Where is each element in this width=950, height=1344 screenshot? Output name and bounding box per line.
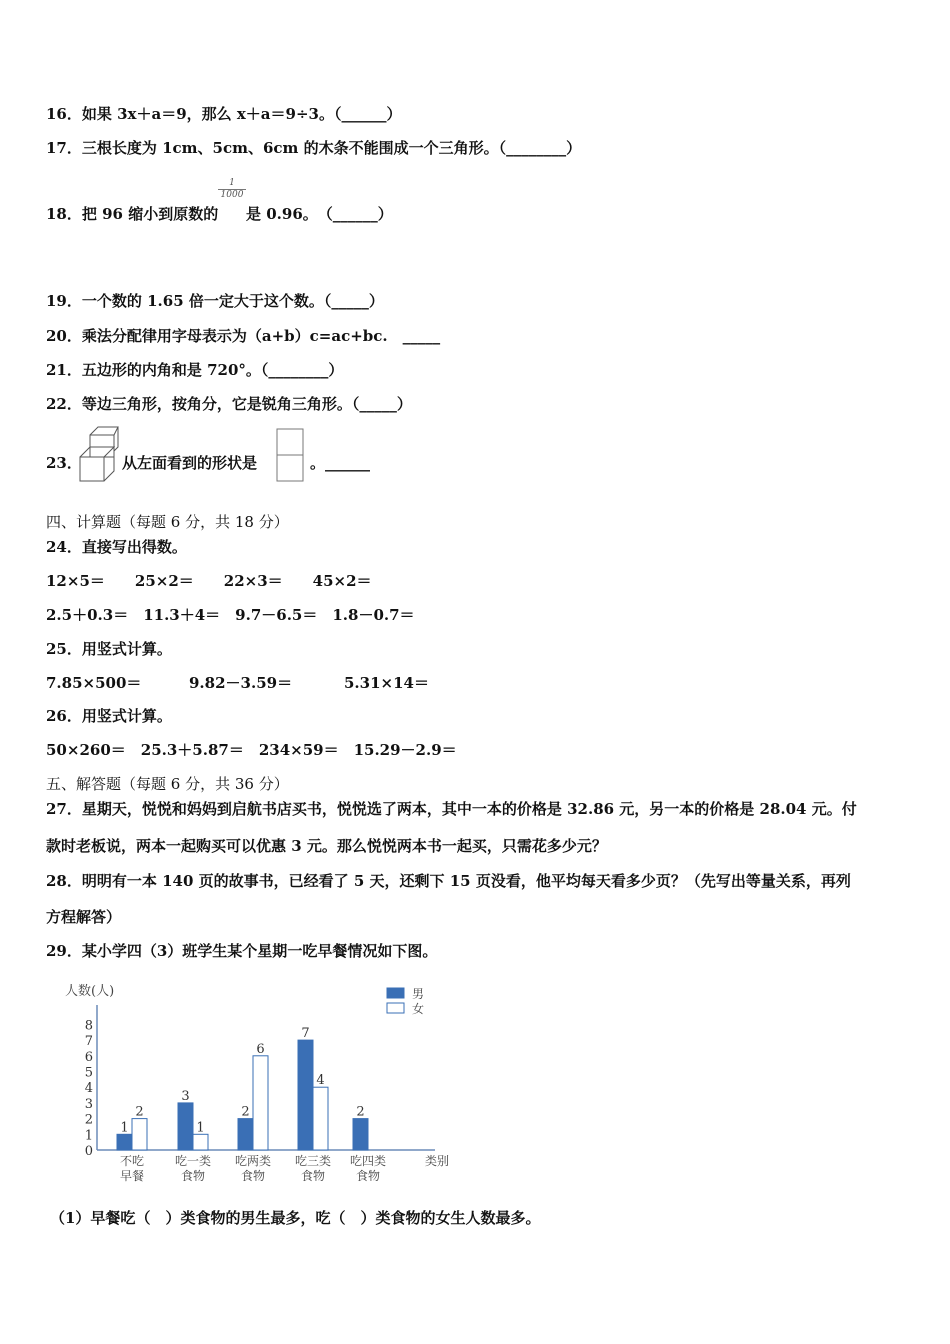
data-label: 2 <box>135 1104 144 1120</box>
question-18-part1: 18．把 96 缩小到原数的 <box>46 205 219 223</box>
fraction-1-1000 <box>218 178 246 201</box>
question-27-line2: 款时老板说，两本一起购买可以优惠 3 元。那么悦悦两本书一起买，只需花多少元？ <box>46 837 607 855</box>
question-26-row: 50×260＝ 25.3＋5.87＝ 234×59＝ 15.29－2.9＝ <box>46 741 457 759</box>
question-24-row1: 12×5＝ 25×2＝ 22×3＝ 45×2＝ <box>46 572 372 590</box>
bar-男 <box>298 1040 313 1150</box>
x-tick-label: 吃三类 <box>294 1154 332 1168</box>
y-tick-label: 2 <box>84 1112 93 1128</box>
question-25-item3: 5.31×14＝ <box>344 674 429 692</box>
question-28-line2: 方程解答） <box>46 908 122 926</box>
bar-女 <box>313 1087 328 1150</box>
question-18-part2: 是 0.96。 （______） <box>246 205 393 223</box>
x-tick-label: 食物 <box>180 1169 206 1183</box>
y-tick-label: 6 <box>84 1049 93 1065</box>
data-label: 1 <box>120 1120 129 1136</box>
data-label: 2 <box>241 1104 250 1120</box>
question-25: 25．用竖式计算。 <box>46 640 172 658</box>
question-29-part1: （1）早餐吃（ ）类食物的男生最多，吃（ ）类食物的女生人数最多。 <box>50 1209 541 1227</box>
bar-男 <box>353 1119 368 1150</box>
y-tick-label: 0 <box>84 1144 93 1159</box>
y-tick-label: 5 <box>84 1065 93 1081</box>
x-tick-label: 吃一类 <box>174 1154 212 1168</box>
bar-女 <box>193 1134 208 1150</box>
y-tick-label: 8 <box>84 1018 93 1034</box>
section-5-heading: 五、解答题（每题 6 分，共 36 分） <box>46 775 289 793</box>
legend-label: 男 <box>412 987 425 1001</box>
y-tick-label: 7 <box>84 1034 93 1050</box>
question-16: 16．如果 3x＋a＝9，那么 x＋a＝9÷3。（______） <box>46 105 402 123</box>
question-23-label: 23． <box>46 454 82 472</box>
x-tick-label: 吃两类 <box>234 1154 272 1168</box>
data-label: 3 <box>181 1088 190 1104</box>
data-label: 6 <box>256 1041 265 1057</box>
legend-swatch <box>387 1003 404 1013</box>
question-27-line1: 27．星期天，悦悦和妈妈到启航书店买书，悦悦选了两本，其中一本的价格是 32.86 元，另一本的价格是 28.04 元。付 <box>46 800 857 818</box>
x-axis-label: 类别 <box>425 1154 450 1168</box>
left-view-figure <box>276 428 306 484</box>
data-label: 7 <box>301 1026 310 1042</box>
x-tick-label: 不吃 <box>119 1154 145 1168</box>
bar-男 <box>178 1103 193 1150</box>
y-tick-label: 4 <box>84 1081 93 1097</box>
y-tick-label: 3 <box>84 1096 93 1112</box>
legend-swatch <box>387 988 404 998</box>
question-23-answer: 。______ <box>310 454 371 472</box>
question-20: 20．乘法分配律用字母表示为（a+b）c=ac+bc. _____ <box>46 327 441 345</box>
legend-label: 女 <box>412 1002 425 1016</box>
bar-男 <box>117 1134 132 1150</box>
question-24-row2: 2.5＋0.3＝ 11.3＋4＝ 9.7－6.5＝ 1.8－0.7＝ <box>46 606 415 624</box>
bar-女 <box>132 1119 147 1150</box>
x-tick-label: 食物 <box>240 1169 266 1183</box>
question-21: 21．五边形的内角和是 720°。（________） <box>46 361 344 379</box>
question-19: 19．一个数的 1.65 倍一定大于这个数。（_____） <box>46 292 384 310</box>
section-4-heading: 四、计算题（每题 6 分，共 18 分） <box>46 513 289 531</box>
fraction-denominator: 1000 <box>220 190 244 200</box>
fraction-numerator: 1 <box>218 178 246 190</box>
question-25-item2: 9.82－3.59＝ <box>189 674 293 692</box>
x-tick-label: 早餐 <box>119 1169 145 1183</box>
question-22: 22．等边三角形，按角分，它是锐角三角形。（_____） <box>46 395 412 413</box>
breakfast-bar-chart <box>50 975 450 1190</box>
bar-女 <box>253 1056 268 1150</box>
question-28-line1: 28．明明有一本 140 页的故事书，已经看了 5 天，还剩下 15 页没看，他平均每天看多少页？（先写出等量关系，再列 <box>46 872 851 890</box>
y-tick-label: 1 <box>84 1128 93 1144</box>
question-24: 24．直接写出得数。 <box>46 538 187 556</box>
x-tick-label: 食物 <box>355 1169 381 1183</box>
bar-男 <box>238 1119 253 1150</box>
data-label: 1 <box>196 1120 205 1136</box>
y-axis-label: 人数(人) <box>65 984 115 999</box>
x-tick-label: 吃四类 <box>349 1154 387 1168</box>
question-23-text: 从左面看到的形状是 <box>122 454 258 472</box>
question-25-item1: 7.85×500＝ <box>46 674 142 692</box>
question-17: 17．三根长度为 1cm、5cm、6cm 的木条不能围成一个三角形。（________） <box>46 139 582 157</box>
question-29: 29．某小学四（3）班学生某个星期一吃早餐情况如下图。 <box>46 942 438 960</box>
question-26: 26．用竖式计算。 <box>46 707 172 725</box>
data-label: 4 <box>316 1073 325 1089</box>
x-tick-label: 食物 <box>300 1169 326 1183</box>
data-label: 2 <box>356 1104 365 1120</box>
cube-stack-figure <box>78 425 120 485</box>
